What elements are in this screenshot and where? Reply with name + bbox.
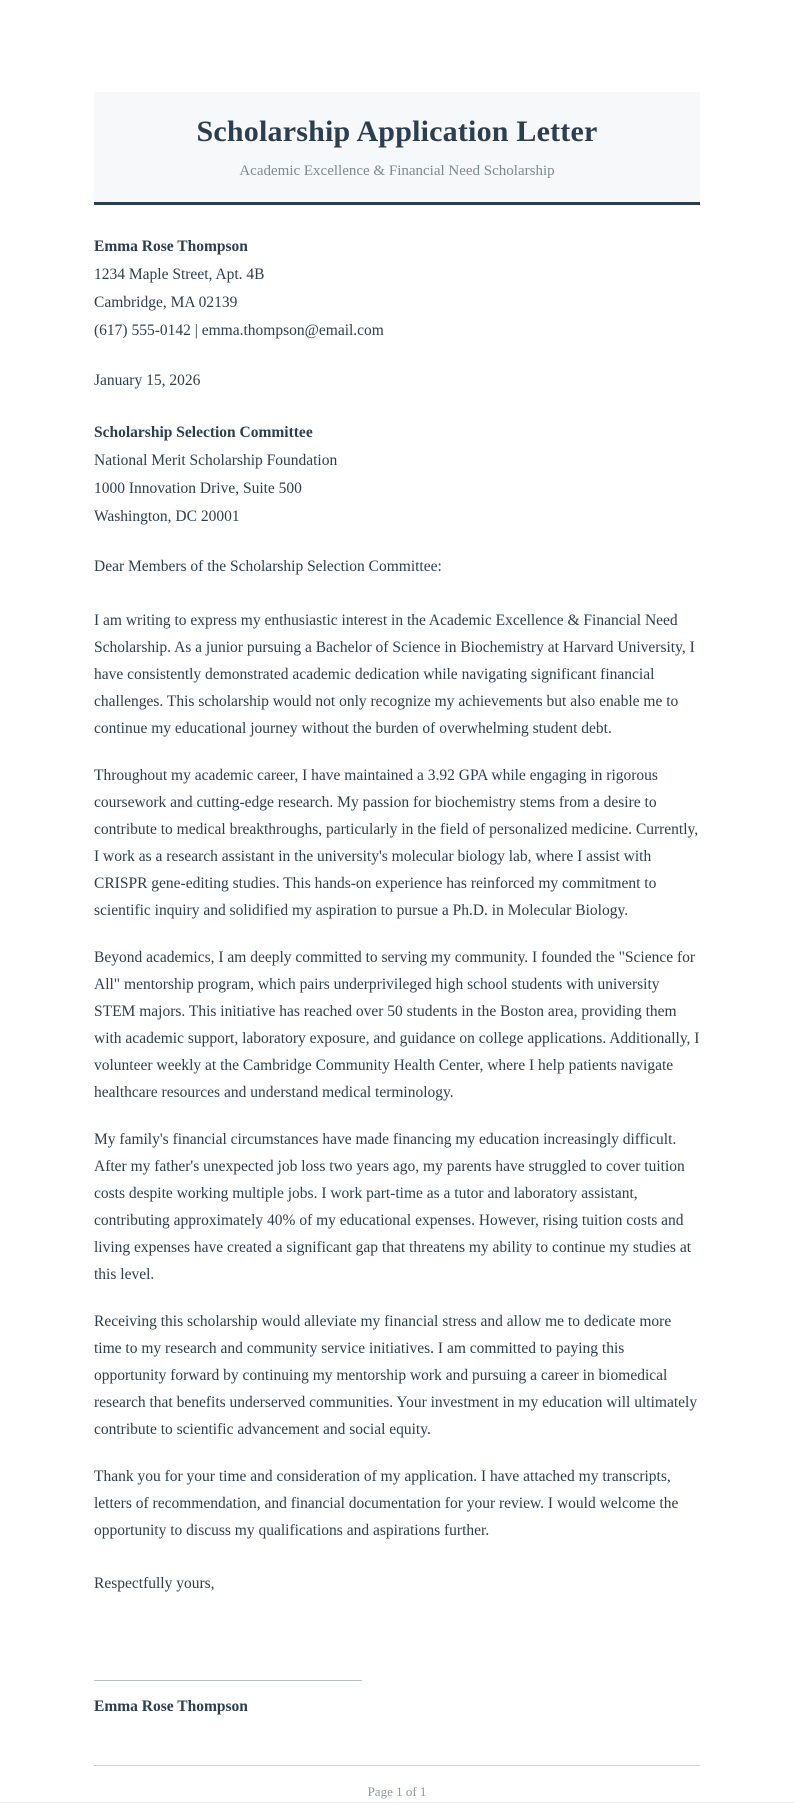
- body-paragraph-3: Beyond academics, I am deeply committed to serving my community. I founded the "Science for All" mentorship program, which pairs underprivileged high school students with university STEM majors. This initiative has reached over 50 students in the Boston area, providing them with academic support, laboratory exposure, and guidance on college applications. Additionally, I volunteer weekly at the Cambridge Community Health Center, where I help patients navigate healthcare resources and understand medical terminology.: [94, 948, 700, 1101]
- body-paragraph-6: Thank you for your time and consideration of my application. I have attached my transcripts, letters of recommendation, and financial documentation for your review. I would welcome the opportunity to discuss my qualifications and aspirations further.: [94, 1467, 679, 1539]
- sender-contact: (617) 555-0142 | emma.thompson@email.com: [94, 321, 384, 339]
- body-paragraph-4: My family's financial circumstances have made financing my education increasingly difficult. After my father's unexpected job loss two years ago, my parents have struggled to cover tuition costs despite working multiple jobs. I work part-time as a tutor and laboratory assistant, contributing approximately 40% of my educational expenses. However, rising tuition costs and living expenses have created a significant gap that threatens my ability to continue my studies at this level.: [94, 1130, 692, 1283]
- signature-block: [94, 1680, 700, 1719]
- closing-valediction: Respectfully yours,: [94, 1574, 215, 1592]
- sender-address-line-2: Cambridge, MA 02139: [94, 293, 238, 311]
- signature-name: Emma Rose Thompson: [94, 1697, 248, 1715]
- body-paragraph-5: Receiving this scholarship would alleviate my financial stress and allow me to dedicate more time to my research and community service initiatives. I am committed to paying this opportunity forward by continuing my mentorship work and pursuing a career in biomedical research that benefits underserved communities. Your investment in my education will ultimately contribute to scientific advancement and social equity.: [94, 1312, 698, 1438]
- letter-date: January 15, 2026: [94, 371, 201, 389]
- letter-body: [94, 607, 700, 1544]
- page-subtitle: Academic Excellence & Financial Need Scholarship: [239, 163, 555, 179]
- page-number: Page 1 of 1: [367, 1783, 427, 1799]
- signature-line: [94, 1680, 362, 1681]
- letter-header: [94, 92, 700, 205]
- recipient-address-line-1: 1000 Innovation Drive, Suite 500: [94, 479, 302, 497]
- recipient-address-block: [94, 419, 700, 531]
- sender-name: Emma Rose Thompson: [94, 237, 248, 255]
- sender-address-line-1: 1234 Maple Street, Apt. 4B: [94, 265, 265, 283]
- page-title: Scholarship Application Letter: [196, 115, 598, 148]
- body-paragraph-2: Throughout my academic career, I have maintained a 3.92 GPA while engaging in rigorous coursework and cutting-edge research. My passion for biochemistry stems from a desire to contribute to medical breakthroughs, particularly in the field of personalized medicine. Currently, I work as a research assistant in the university's molecular biology lab, where I assist with CRISPR gene-editing studies. This hands-on experience has reinforced my commitment to scientific inquiry and solidified my aspiration to pursue a Ph.D. in Molecular Biology.: [94, 766, 699, 919]
- body-paragraph-1: I am writing to express my enthusiastic interest in the Academic Excellence & Financial Need Scholarship. As a junior pursuing a Bachelor of Science in Biochemistry at Harvard University, I have consistently demonstrated academic dedication while navigating significant financial challenges. This scholarship would not only recognize my achievements but also enable me to continue my educational journey without the burden of overwhelming student debt.: [94, 611, 695, 737]
- sender-address-block: [94, 233, 700, 345]
- letter-footer: [94, 1765, 700, 1802]
- recipient-name: Scholarship Selection Committee: [94, 423, 313, 441]
- recipient-address-line-2: Washington, DC 20001: [94, 507, 240, 525]
- recipient-organization: National Merit Scholarship Foundation: [94, 451, 338, 469]
- salutation: Dear Members of the Scholarship Selection Committee:: [94, 557, 442, 575]
